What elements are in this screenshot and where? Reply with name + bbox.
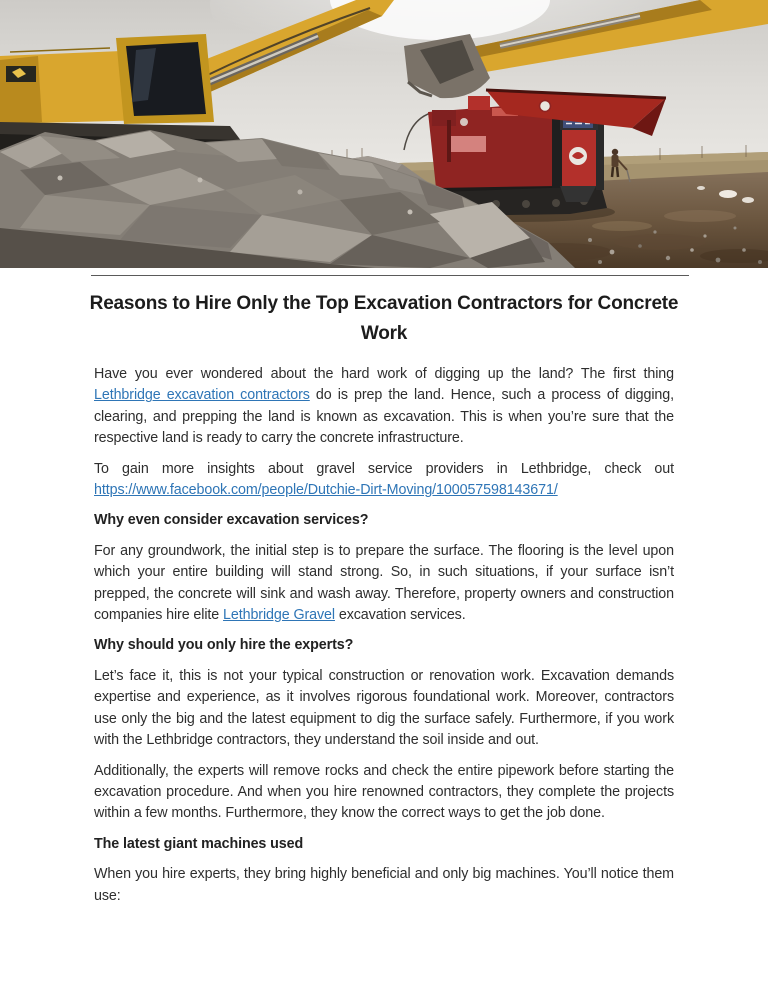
divider-line [91,275,689,276]
link-lethbridge-gravel[interactable]: Lethbridge Gravel [223,607,335,624]
paragraph-text: Have you ever wondered about the hard work of digging up the land? The first thing [94,366,674,382]
paragraph-facebook [94,459,674,502]
link-lethbridge-excavation-contractors[interactable]: Lethbridge excavation contractors [94,387,310,404]
paragraph-additionally: Additionally, the experts will remove rocks and check the entire pipework before starting the excavation procedure. And when you hire renowned contractors, they complete the projects within a few months. Furthermore, they know the correct ways to get the job done. [94,762,674,822]
heading-giant-machines: The latest giant machines used [94,835,304,852]
paragraph-intro [94,364,674,450]
hero-image [0,0,768,268]
paragraph-text: excavation services. [334,607,466,624]
paragraph-text: To gain more insights about gravel service providers in Lethbridge, check out [94,460,674,477]
article-body [0,289,768,907]
paragraph-text: do is prep the land. Hence, such a process of digging, clearing, and prepping the land is known as excavation. This is when you’re sure that the respective land is ready to carry the concrete infrastructure. [94,387,675,447]
page-title: Reasons to Hire Only the Top Excavation Contractors for Concrete Work [89,293,679,344]
paragraph-expertise: Let’s face it, this is not your typical construction or renovation work. Excavation demands expertise and experience, as it involves rigorous foundational work. Moreover, contractors use only the big and the latest equipment to dig the surface safely. Furthermore, if you work with the Lethbridge contractors, they understand the soil inside and out. [94,667,674,749]
link-facebook-url[interactable]: https://www.facebook.com/people/Dutchie-Dirt-Moving/100057598143671/ [94,482,558,499]
construction-photo [0,0,768,268]
paragraph-groundwork [94,541,674,627]
heading-hire-experts: Why should you only hire the experts? [94,637,354,654]
paragraph-text: For any groundwork, the initial step is to prepare the surface. The flooring is the level upon which your entire building will stand strong. So, in such situations, if your surface isn’t prepped, the concrete will sink and wash away. Therefore, property owners and construction companies hire elite [94,542,674,624]
heading-why-consider: Why even consider excavation services? [94,512,369,529]
paragraph-machines: When you hire experts, they bring highly beneficial and only big machines. You’ll notice them use: [94,866,674,904]
